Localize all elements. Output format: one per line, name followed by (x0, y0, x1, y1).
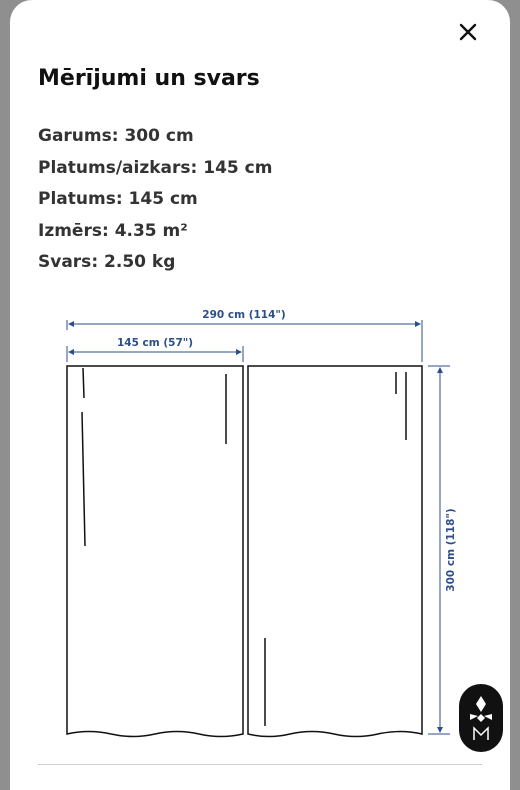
spec-size: Izmērs: 4.35 m² (38, 220, 188, 241)
measurements-dialog (10, 0, 510, 790)
total-width-label: 290 cm (114") (202, 309, 286, 321)
panel-width-label: 145 cm (57") (116, 337, 194, 349)
curtain-panel-right (248, 366, 422, 737)
dialog-title: Mērījumi un svars (38, 66, 260, 91)
spec-list (38, 122, 272, 280)
curtain-dimension-diagram (10, 296, 510, 746)
close-button[interactable] (448, 12, 488, 52)
divider (38, 764, 482, 765)
close-icon (459, 23, 477, 41)
spec-width-per-curtain: Platums/aizkars: 145 cm (38, 157, 273, 178)
panel-width-dimension (67, 337, 243, 362)
chat-assistant-button[interactable] (459, 684, 503, 752)
curtain-panel-left (67, 366, 243, 737)
spec-width: Platums: 145 cm (38, 189, 198, 209)
total-width-dimension (67, 309, 422, 362)
height-dimension (428, 366, 457, 734)
chat-assistant-icon (466, 692, 496, 744)
height-label: 300 cm (118") (445, 508, 457, 592)
spec-length: Garums: 300 cm (38, 126, 194, 146)
spec-weight: Svars: 2.50 kg (38, 252, 176, 272)
